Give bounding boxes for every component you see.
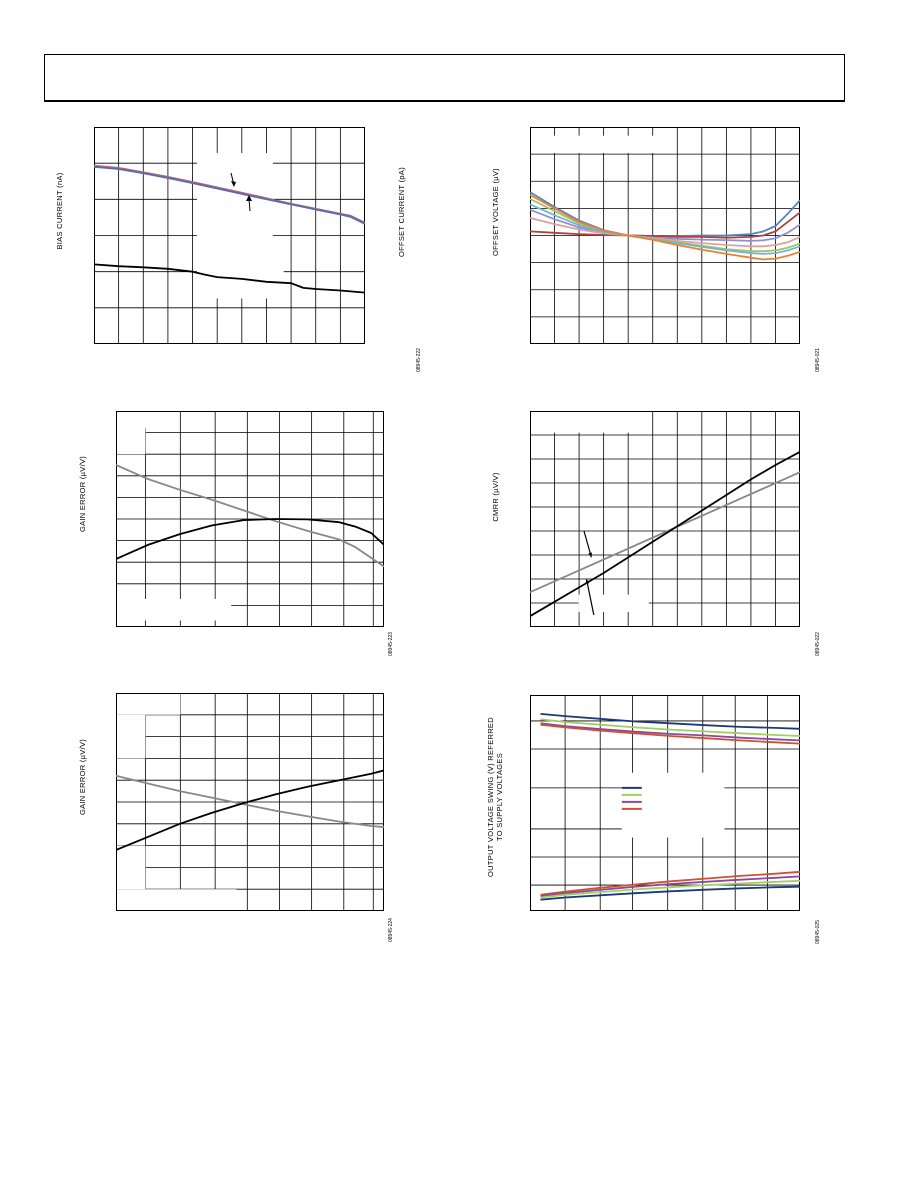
bias-current-chart	[94, 127, 365, 344]
figure-id: 08945-022	[815, 632, 821, 656]
series-line-2	[530, 452, 800, 616]
figure-id: 08945-025	[815, 920, 821, 944]
bias-current-y-label: BIAS CURRENT (nA)	[55, 172, 64, 250]
blank-region	[530, 136, 657, 153]
gain-error-y-label: GAIN ERROR (µV/V)	[78, 738, 87, 816]
figure-id: 08945-224	[388, 918, 394, 942]
blank-region	[116, 693, 180, 715]
blank-region	[116, 428, 145, 454]
series-line-1	[530, 192, 800, 236]
blank-region	[116, 715, 145, 759]
offset-voltage-y-label: OFFSET VOLTAGE (µV)	[491, 168, 500, 256]
blank-region	[197, 153, 273, 272]
series-line-1	[530, 472, 800, 592]
page-header-box	[44, 54, 845, 102]
figure-id: 08945-021	[815, 348, 821, 372]
figure-id: 08945-222	[416, 348, 422, 372]
gain-error-chart-1	[116, 411, 384, 627]
offset-voltage-chart	[530, 127, 800, 344]
offset-current-y-label: OFFSET CURRENT (pA)	[397, 167, 406, 258]
blank-region	[622, 773, 725, 838]
blank-region	[579, 595, 649, 612]
blank-region	[530, 411, 652, 433]
blank-region	[116, 846, 145, 890]
blank-region	[116, 889, 237, 911]
cmrr-y-label: CMRR (µV/V)	[491, 472, 500, 522]
gain-error-y-label: GAIN ERROR (µV/V)	[78, 455, 87, 533]
output-swing-chart	[530, 695, 800, 911]
figure-id: 08945-223	[388, 632, 394, 656]
blank-region	[116, 411, 164, 428]
series-line-3	[541, 723, 801, 740]
gain-error-chart-2	[116, 693, 384, 911]
cmrr-chart	[530, 411, 800, 627]
blank-region	[216, 270, 284, 298]
output-swing-y-label: OUTPUT VOLTAGE SWING (V) REFERRED TO SUPPLY VOLTAGES	[486, 717, 504, 877]
blank-region	[116, 599, 231, 621]
plot-frame	[531, 412, 800, 627]
